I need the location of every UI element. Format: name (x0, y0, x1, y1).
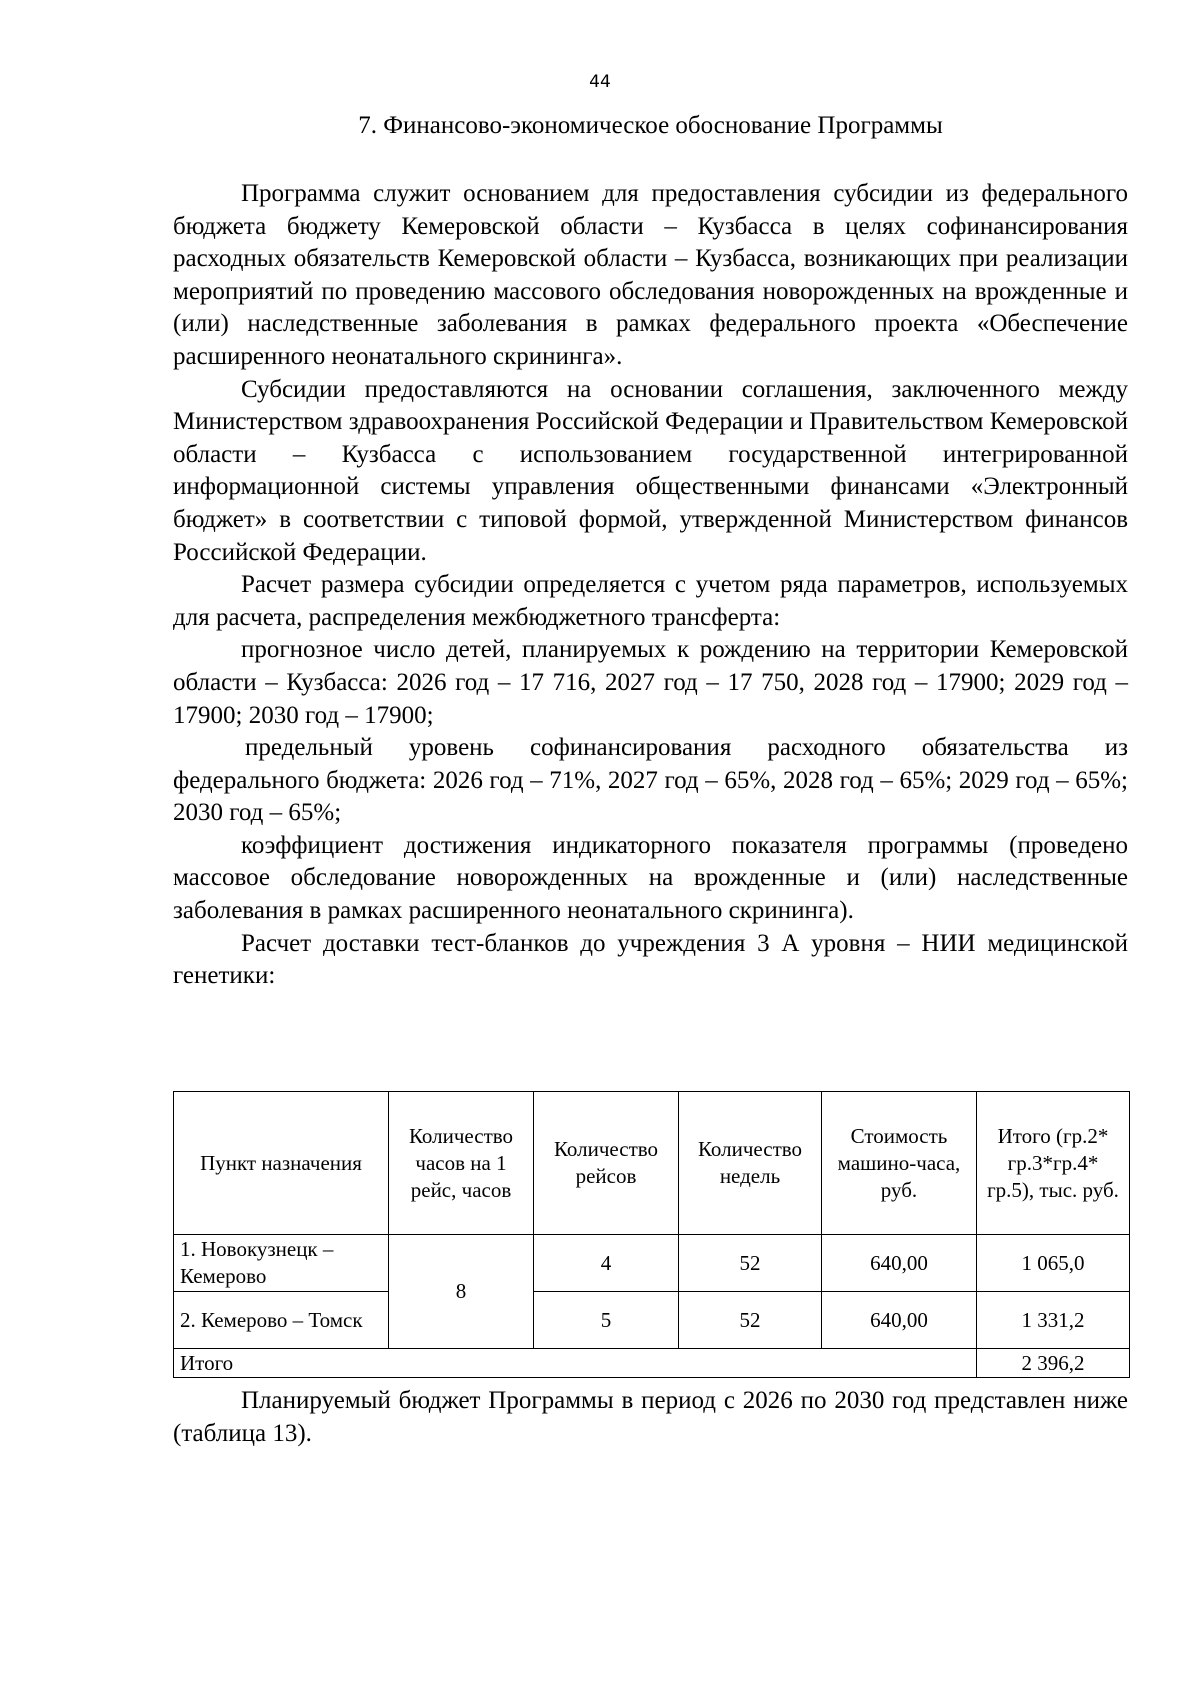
header-total: Итого (гр.2* гр.3*гр.4* гр.5), тыс. руб. (977, 1092, 1130, 1235)
paragraph-program-basis: Программа служит основанием для предоставления субсидии из федерального бюджета бюджету Кемеровской области – Кузбасса в целях софинансирования расходных обязательств Кемеровской области – Кузбасса, возникающих при реализации мероприятий по проведению массового обследования новорожденных на врожденные и (или) наследственные заболевания в рамках федерального проекта «Обеспечение расширенного неонатального скрининга». (173, 180, 1128, 370)
delivery-cost-table (173, 1091, 1130, 1378)
closing-text (173, 1385, 1128, 1450)
paragraph-subsidy-agreement: Субсидии предоставляются на основании соглашения, заключенного между Министерством здравоохранения Российской Федерации и Правительством Кемеровской области – Кузбасса с использованием государственной интегрированной информационной системы управления общественными финансами «Электронный бюджет» в соответствии с типовой формой, утвержденной Министерством финансов Российской Федерации. (173, 375, 1128, 566)
body-text (173, 178, 1128, 993)
table-row (174, 1292, 1130, 1349)
cell-hours-shared: 8 (389, 1235, 534, 1349)
cell-total-value: 2 396,2 (977, 1349, 1130, 1378)
cell-cost: 640,00 (822, 1235, 977, 1292)
cell-total-label: Итого (174, 1349, 977, 1378)
section-title: 7. Финансово-экономическое обоснование Программы (358, 112, 943, 139)
cell-trips: 5 (534, 1292, 679, 1349)
cell-total: 1 065,0 (977, 1235, 1130, 1292)
header-machine-hour-cost: Стоимость машино-часа, руб. (822, 1092, 977, 1235)
paragraph-indicator-coefficient: коэффициент достижения индикаторного показателя программы (проведено массовое обследование новорожденных на врожденные и (или) наследственные заболевания в рамках расширенного неонатального скрининга). (173, 831, 1128, 925)
cell-cost: 640,00 (822, 1292, 977, 1349)
table-total-row (174, 1349, 1130, 1378)
cell-trips: 4 (534, 1235, 679, 1292)
table-header-row (174, 1092, 1130, 1235)
cell-destination: 1. Новокузнецк – Кемерово (174, 1235, 389, 1292)
paragraph-birth-forecast: прогнозное число детей, планируемых к рождению на территории Кемеровской области – Кузбасса: 2026 год – 17 716, 2027 год – 17 750, 2028 год – 17900; 2029 год – 17900; 2030 год – 17900; (173, 636, 1128, 729)
header-destination: Пункт назначения (174, 1092, 389, 1235)
header-trips: Количество рейсов (534, 1092, 679, 1235)
header-hours-per-trip: Количество часов на 1 рейс, часов (389, 1092, 534, 1235)
page-number: 44 (589, 72, 611, 92)
cell-total: 1 331,2 (977, 1292, 1130, 1349)
paragraph-subsidy-calculation: Расчет размера субсидии определяется с учетом ряда параметров, используемых для расчета, распределения межбюджетного трансферта: (173, 571, 1128, 631)
cell-weeks: 52 (679, 1292, 822, 1349)
paragraph-delivery-calculation: Расчет доставки тест-бланков до учреждения 3 А уровня – НИИ медицинской генетики: (173, 929, 1128, 990)
paragraph-cofinancing-level: предельный уровень софинансирования расходного обязательства из федерального бюджета: 2026 год – 71%, 2027 год – 65%, 2028 год – 65%; 2029 год – 65%; 2030 год – 65%; (173, 734, 1128, 827)
table-row (174, 1235, 1130, 1292)
header-weeks: Количество недель (679, 1092, 822, 1235)
paragraph-planned-budget: Планируемый бюджет Программы в период с 2026 по 2030 год представлен ниже (таблица 13). (173, 1387, 1128, 1447)
cell-weeks: 52 (679, 1235, 822, 1292)
cell-destination: 2. Кемерово – Томск (174, 1292, 389, 1349)
